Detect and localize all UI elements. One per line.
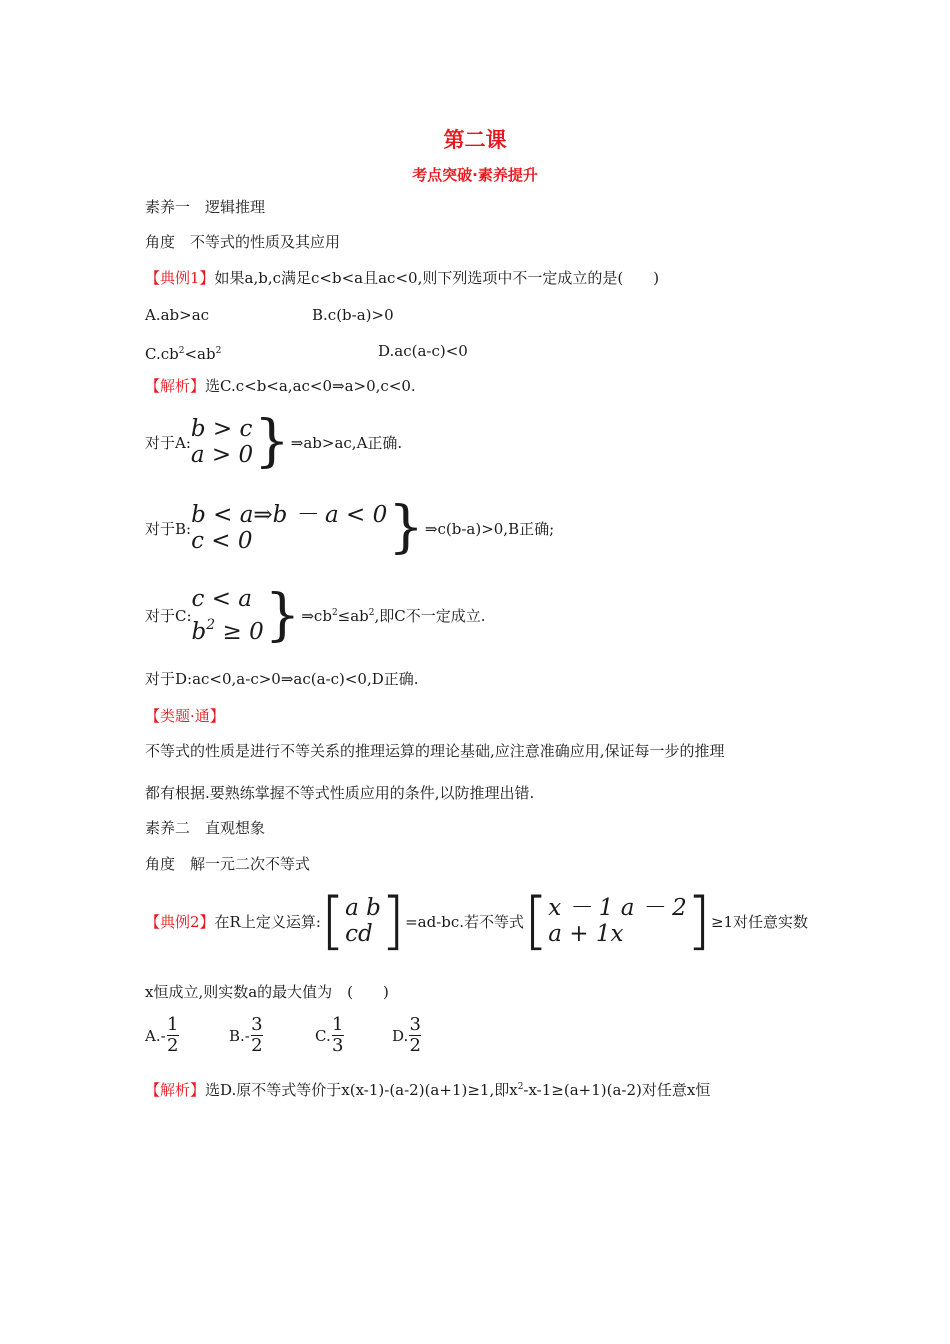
example-2-text-1: 在R上定义运算:	[214, 912, 321, 931]
case-c-prefix: 对于C:	[145, 607, 192, 625]
right-bracket: ]	[380, 884, 406, 957]
case-c-result-c: ,即C不一定成立.	[374, 607, 486, 625]
case-c-result-b: ≤ab	[337, 607, 369, 625]
case-c-row-2	[192, 612, 264, 645]
option-d-prefix: D.	[392, 1026, 409, 1045]
case-c	[145, 582, 486, 648]
page-subtitle: 考点突破·素养提升	[412, 166, 538, 184]
denominator: 2	[166, 1035, 179, 1056]
option-a-prefix: A.-	[145, 1026, 166, 1045]
section-1-heading: 素养一 逻辑推理	[145, 198, 266, 216]
right-brace: }	[254, 409, 290, 474]
case-b-row-1: b < a⇒b － a < 0	[191, 502, 388, 528]
matrix-2-row-1: x － 1 a － 2	[548, 895, 687, 921]
case-c-result-a: ⇒cb	[301, 607, 332, 625]
solution-2-text-a: 选D.原不等式等价于x(x-1)-(a-2)(a+1)≥1,即x	[205, 1081, 518, 1099]
example-1-option-d: D.ac(a-c)<0	[378, 342, 468, 360]
denominator: 3	[331, 1035, 344, 1056]
example-1-tag: 【典例1】	[145, 269, 215, 287]
denominator: 2	[409, 1035, 421, 1056]
case-a-row-1: b > c	[190, 416, 253, 442]
case-c-exp1: 2	[331, 608, 338, 618]
case-a-prefix: 对于A:	[145, 433, 191, 452]
option-c-exp1: 2	[178, 346, 185, 356]
option-b-prefix: B.-	[229, 1026, 250, 1045]
numerator: 3	[409, 1014, 421, 1035]
section-2-heading: 素养二 直观想象	[145, 819, 266, 837]
example-2-options	[145, 1015, 421, 1056]
option-a-fraction	[167, 1015, 179, 1056]
option-c-mid: <ab	[184, 345, 216, 363]
right-brace: }	[264, 582, 301, 648]
section-1-angle: 角度 不等式的性质及其应用	[145, 233, 341, 251]
example-1-question	[145, 268, 659, 288]
example-2-text-2: =ad-bc.若不等式	[405, 912, 525, 931]
section-2-angle: 角度 解一元二次不等式	[145, 855, 311, 873]
case-b-row-2: c < 0	[191, 528, 253, 554]
matrix-1-row-2: cd	[345, 921, 373, 947]
left-bracket: [	[524, 884, 549, 957]
matrix-2-row-2: a + 1x	[548, 921, 624, 947]
case-c-row-2-rest: ≥ 0	[215, 619, 264, 645]
example-2-tag: 【典例2】	[145, 912, 215, 931]
option-c-exp2: 2	[215, 346, 222, 356]
option-c-fraction	[332, 1015, 344, 1056]
case-c-result	[301, 605, 485, 626]
option-c-base: C.cb	[145, 345, 179, 363]
type-question-tag: 【类题·通】	[145, 707, 225, 725]
case-c-row-2-exp: 2	[206, 617, 216, 633]
example-1-option-b: B.c(b-a)>0	[312, 306, 394, 324]
case-c-row-1: c < a	[191, 586, 253, 612]
solution-1	[145, 376, 416, 396]
solution-2-exp: 2	[517, 1082, 524, 1092]
example-2-text-3: ≥1对任意实数	[710, 912, 809, 931]
right-bracket: ]	[686, 884, 711, 957]
solution-2	[145, 1077, 710, 1100]
case-d: 对于D:ac<0,a-c>0⇒ac(a-c)<0,D正确.	[145, 670, 419, 688]
example-2-question-line-2: x恒成立,则实数a的最大值为 ( )	[145, 983, 389, 1001]
option-c	[315, 1015, 392, 1056]
page-title: 第二课	[443, 128, 507, 152]
option-b	[229, 1015, 315, 1056]
solution-1-text: 选C.c<b<a,ac<0⇒a>0,c<0.	[205, 377, 416, 395]
solution-1-tag: 【解析】	[145, 377, 206, 395]
example-1-option-c	[145, 341, 221, 364]
left-bracket: [	[320, 884, 346, 957]
type-question-paragraph-1: 不等式的性质是进行不等关系的推理运算的理论基础,应注意准确应用,保证每一步的推理	[145, 742, 725, 760]
case-a-row-2: a > 0	[190, 442, 254, 468]
case-b-prefix: 对于B:	[145, 519, 192, 538]
case-c-row-2-base: b	[191, 619, 207, 645]
example-2-question	[145, 884, 809, 957]
example-1-option-a: A.ab>ac	[145, 306, 210, 324]
case-a-result: ⇒ab>ac,A正确.	[290, 433, 403, 452]
solution-2-text-b: -x-1≥(a+1)(a-2)对任意x恒	[523, 1081, 711, 1099]
option-d	[392, 1015, 421, 1056]
denominator: 2	[251, 1035, 263, 1056]
numerator: 3	[251, 1014, 263, 1035]
option-d-fraction	[409, 1015, 421, 1056]
option-c-prefix: C.	[315, 1026, 331, 1045]
option-b-fraction	[251, 1015, 263, 1056]
numerator: 1	[331, 1014, 344, 1035]
case-a	[145, 409, 403, 474]
right-brace: }	[388, 495, 424, 560]
case-b	[145, 495, 555, 560]
solution-2-tag: 【解析】	[145, 1081, 206, 1099]
matrix-1-row-1: a b	[345, 895, 381, 921]
case-b-result: ⇒c(b-a)>0,B正确;	[424, 519, 555, 538]
numerator: 1	[166, 1014, 179, 1035]
case-c-exp2: 2	[368, 608, 375, 618]
option-a	[145, 1015, 229, 1056]
example-1-text: 如果a,b,c满足c<b<a且ac<0,则下列选项中不一定成立的是( )	[214, 269, 660, 287]
type-question-paragraph-2: 都有根据.要熟练掌握不等式性质应用的条件,以防推理出错.	[145, 784, 535, 802]
